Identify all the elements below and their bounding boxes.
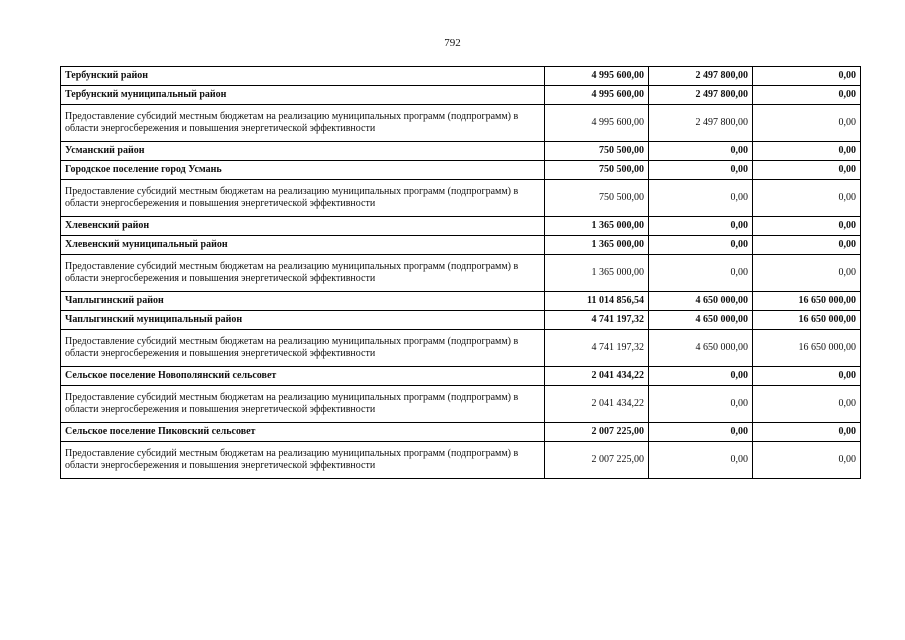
row-value-1-cell: 750 500,00 [545, 180, 649, 217]
row-value-2-cell: 0,00 [649, 142, 753, 161]
row-value-2-cell: 0,00 [649, 180, 753, 217]
row-value-3-cell: 0,00 [753, 142, 861, 161]
row-name-cell: Сельское поселение Пиковский сельсовет [61, 423, 545, 442]
row-value-2-cell: 2 497 800,00 [649, 105, 753, 142]
row-value-2-cell: 4 650 000,00 [649, 311, 753, 330]
row-value-1-cell: 1 365 000,00 [545, 236, 649, 255]
row-value-1-cell: 750 500,00 [545, 161, 649, 180]
table-row [61, 311, 861, 330]
row-name-cell: Предоставление субсидий местным бюджетам на реализацию муниципальных программ (подпрограмм) в области энергосбережения и повышения энергетической эффективности [61, 442, 545, 479]
row-value-1-cell: 750 500,00 [545, 142, 649, 161]
row-name-cell: Предоставление субсидий местным бюджетам на реализацию муниципальных программ (подпрограмм) в области энергосбережения и повышения энергетической эффективности [61, 330, 545, 367]
row-value-2-cell: 0,00 [649, 236, 753, 255]
row-value-2-cell: 2 497 800,00 [649, 86, 753, 105]
table-row [61, 423, 861, 442]
row-name-cell: Предоставление субсидий местным бюджетам на реализацию муниципальных программ (подпрограмм) в области энергосбережения и повышения энергетической эффективности [61, 255, 545, 292]
row-name-cell: Предоставление субсидий местным бюджетам на реализацию муниципальных программ (подпрограмм) в области энергосбережения и повышения энергетической эффективности [61, 180, 545, 217]
page-number: 792 [444, 37, 461, 49]
row-name-cell: Тербунский район [61, 67, 545, 86]
row-value-2-cell: 4 650 000,00 [649, 292, 753, 311]
table-row [61, 255, 861, 292]
row-value-3-cell: 0,00 [753, 236, 861, 255]
row-value-2-cell: 0,00 [649, 423, 753, 442]
row-value-2-cell: 0,00 [649, 386, 753, 423]
row-value-1-cell: 4 741 197,32 [545, 330, 649, 367]
row-value-1-cell: 1 365 000,00 [545, 217, 649, 236]
row-value-1-cell: 2 007 225,00 [545, 442, 649, 479]
table-row [61, 217, 861, 236]
row-value-2-cell: 0,00 [649, 161, 753, 180]
row-name-cell: Чаплыгинский муниципальный район [61, 311, 545, 330]
row-value-3-cell: 16 650 000,00 [753, 311, 861, 330]
row-value-1-cell: 4 741 197,32 [545, 311, 649, 330]
row-value-3-cell: 0,00 [753, 86, 861, 105]
table-row [61, 67, 861, 86]
row-value-2-cell: 0,00 [649, 367, 753, 386]
row-value-1-cell: 2 007 225,00 [545, 423, 649, 442]
table-row [61, 330, 861, 367]
row-value-1-cell: 11 014 856,54 [545, 292, 649, 311]
row-value-3-cell: 0,00 [753, 255, 861, 292]
row-name-cell: Предоставление субсидий местным бюджетам на реализацию муниципальных программ (подпрограмм) в области энергосбережения и повышения энергетической эффективности [61, 105, 545, 142]
table-row [61, 442, 861, 479]
row-value-3-cell: 0,00 [753, 161, 861, 180]
row-name-cell: Хлевенский муниципальный район [61, 236, 545, 255]
row-value-3-cell: 0,00 [753, 442, 861, 479]
row-value-1-cell: 4 995 600,00 [545, 86, 649, 105]
row-value-2-cell: 2 497 800,00 [649, 67, 753, 86]
row-value-2-cell: 0,00 [649, 442, 753, 479]
table-row [61, 105, 861, 142]
row-name-cell: Усманский район [61, 142, 545, 161]
row-value-3-cell: 16 650 000,00 [753, 330, 861, 367]
table-row [61, 236, 861, 255]
row-value-3-cell: 0,00 [753, 67, 861, 86]
row-name-cell: Городское поселение город Усмань [61, 161, 545, 180]
row-value-1-cell: 1 365 000,00 [545, 255, 649, 292]
table-row [61, 367, 861, 386]
row-value-3-cell: 16 650 000,00 [753, 292, 861, 311]
row-name-cell: Тербунский муниципальный район [61, 86, 545, 105]
row-value-2-cell: 0,00 [649, 255, 753, 292]
row-value-3-cell: 0,00 [753, 105, 861, 142]
row-value-1-cell: 4 995 600,00 [545, 105, 649, 142]
budget-table-body [61, 67, 861, 479]
table-row [61, 180, 861, 217]
row-value-3-cell: 0,00 [753, 386, 861, 423]
row-value-1-cell: 4 995 600,00 [545, 67, 649, 86]
table-row [61, 142, 861, 161]
budget-table [60, 66, 861, 479]
row-value-2-cell: 0,00 [649, 217, 753, 236]
row-value-3-cell: 0,00 [753, 367, 861, 386]
row-name-cell: Предоставление субсидий местным бюджетам на реализацию муниципальных программ (подпрограмм) в области энергосбережения и повышения энергетической эффективности [61, 386, 545, 423]
table-row [61, 386, 861, 423]
row-value-2-cell: 4 650 000,00 [649, 330, 753, 367]
row-value-1-cell: 2 041 434,22 [545, 386, 649, 423]
row-name-cell: Хлевенский район [61, 217, 545, 236]
row-name-cell: Сельское поселение Новополянский сельсовет [61, 367, 545, 386]
row-value-3-cell: 0,00 [753, 217, 861, 236]
row-value-1-cell: 2 041 434,22 [545, 367, 649, 386]
table-row [61, 86, 861, 105]
row-value-3-cell: 0,00 [753, 180, 861, 217]
row-name-cell: Чаплыгинский район [61, 292, 545, 311]
table-row [61, 292, 861, 311]
row-value-3-cell: 0,00 [753, 423, 861, 442]
table-row [61, 161, 861, 180]
